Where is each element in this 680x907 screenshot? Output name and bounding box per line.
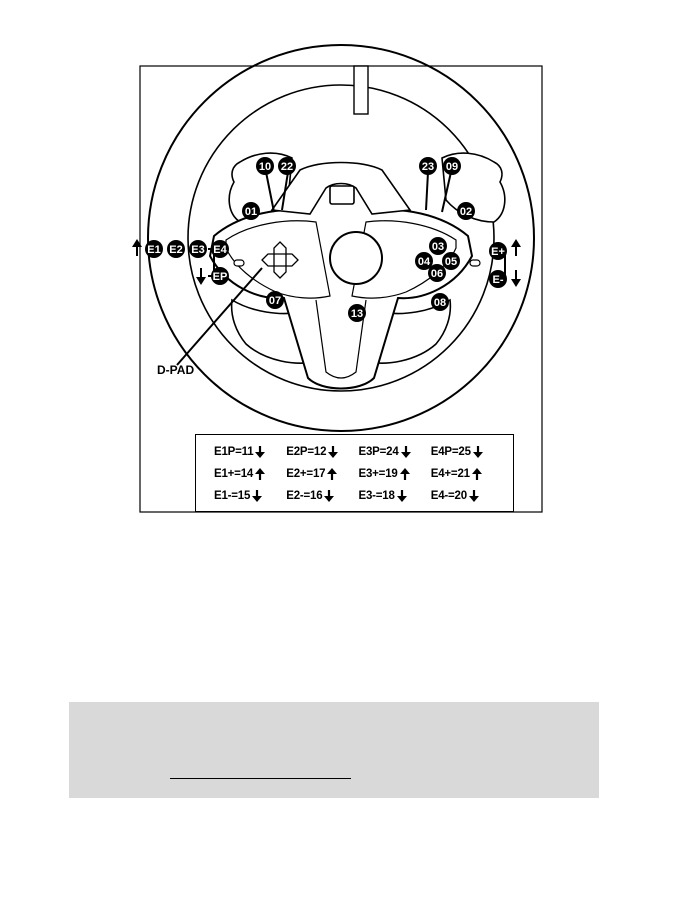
right-encoder-pill	[470, 260, 480, 266]
table-cell	[214, 468, 286, 480]
down-arrow-icon	[252, 490, 262, 502]
svg-text:E3: E3	[191, 244, 205, 256]
down-arrow-icon	[401, 446, 411, 458]
table-cell	[431, 446, 503, 458]
encoder-mapping-table	[195, 434, 514, 512]
table-row	[214, 463, 503, 485]
svg-text:23: 23	[421, 161, 435, 173]
table-cell	[214, 490, 286, 502]
badge-eminus	[489, 270, 507, 288]
svg-text:EP: EP	[212, 271, 228, 283]
down-arrow-icon	[397, 490, 407, 502]
svg-text:04: 04	[417, 256, 431, 268]
dpad-label: D-PAD	[157, 363, 195, 377]
left-encoder-pill	[234, 260, 244, 266]
svg-text:22: 22	[280, 161, 294, 173]
table-cell	[359, 446, 431, 458]
up-arrow-icon	[472, 468, 482, 480]
up-arrow-icon	[327, 468, 337, 480]
badge-10	[256, 157, 274, 175]
svg-text:13: 13	[350, 308, 364, 320]
cell-text: E4-=20	[430, 490, 467, 502]
e3-down-arrow	[196, 277, 206, 285]
down-arrow-icon	[328, 446, 338, 458]
down-arrow-icon	[255, 446, 265, 458]
badge-09	[443, 157, 461, 175]
badge-e3	[189, 240, 207, 258]
cell-text: E1+=14	[214, 468, 254, 480]
cell-text: E2P=12	[286, 446, 327, 458]
badge-eplus	[489, 242, 507, 260]
svg-text:01: 01	[244, 206, 258, 218]
down-arrow-icon	[328, 446, 338, 458]
badge-02	[457, 202, 475, 220]
svg-text:E2: E2	[169, 244, 183, 256]
down-arrow-icon	[401, 446, 411, 458]
cell-text: E2-=16	[286, 490, 323, 502]
table-cell	[431, 468, 503, 480]
down-arrow-icon	[324, 490, 334, 502]
svg-text:06: 06	[430, 268, 444, 280]
table-row	[214, 485, 503, 507]
badge-06	[428, 264, 446, 282]
cell-text: E1-=15	[214, 490, 251, 502]
down-arrow-icon	[397, 490, 407, 502]
svg-text:E+: E+	[491, 246, 505, 258]
table-cell	[286, 446, 358, 458]
cell-text: E3-=18	[358, 490, 395, 502]
table-cell	[359, 468, 431, 480]
table-cell	[214, 446, 286, 458]
svg-text:10: 10	[258, 161, 272, 173]
down-arrow-icon	[255, 446, 265, 458]
cell-text: E3P=24	[358, 446, 399, 458]
table-row	[214, 441, 503, 463]
badge-e1	[145, 240, 163, 258]
svg-text:09: 09	[445, 161, 459, 173]
badge-e4	[211, 240, 229, 258]
cell-text: E4+=21	[430, 468, 470, 480]
badge-ep	[211, 267, 229, 285]
badge-23	[419, 157, 437, 175]
down-arrow-icon	[469, 490, 479, 502]
down-arrow-icon	[473, 446, 483, 458]
table-cell	[431, 490, 503, 502]
svg-text:03: 03	[431, 241, 445, 253]
link-underline[interactable]	[170, 778, 351, 779]
center-emblem	[330, 232, 382, 284]
up-arrow-icon	[327, 468, 337, 480]
up-arrow-icon	[255, 468, 265, 480]
table-cell	[286, 490, 358, 502]
cell-text: E1P=11	[214, 446, 254, 458]
eplus-up-arrow	[511, 239, 521, 247]
cell-text: E2+=17	[286, 468, 326, 480]
svg-text:E1: E1	[147, 244, 161, 256]
up-arrow-icon	[400, 468, 410, 480]
svg-text:07: 07	[268, 295, 282, 307]
table-cell	[286, 468, 358, 480]
down-arrow-icon	[252, 490, 262, 502]
cell-text: E4P=25	[430, 446, 471, 458]
up-arrow-icon	[472, 468, 482, 480]
svg-text:E-: E-	[492, 274, 504, 286]
svg-text:02: 02	[459, 206, 473, 218]
down-arrow-icon	[324, 490, 334, 502]
badge-05	[442, 252, 460, 270]
badge-08	[431, 293, 449, 311]
eminus-down-arrow	[511, 279, 521, 287]
down-arrow-icon	[473, 446, 483, 458]
up-arrow-icon	[255, 468, 265, 480]
note-box	[69, 702, 599, 798]
badge-13	[348, 304, 366, 322]
cell-text: E3+=19	[358, 468, 398, 480]
table-cell	[359, 490, 431, 502]
badge-22	[278, 157, 296, 175]
badge-01	[242, 202, 260, 220]
svg-text:08: 08	[433, 297, 447, 309]
svg-text:E4: E4	[213, 244, 227, 256]
svg-text:05: 05	[444, 256, 458, 268]
badge-07	[266, 291, 284, 309]
down-arrow-icon	[469, 490, 479, 502]
up-arrow-icon	[400, 468, 410, 480]
badge-e2	[167, 240, 185, 258]
badge-03	[429, 237, 447, 255]
